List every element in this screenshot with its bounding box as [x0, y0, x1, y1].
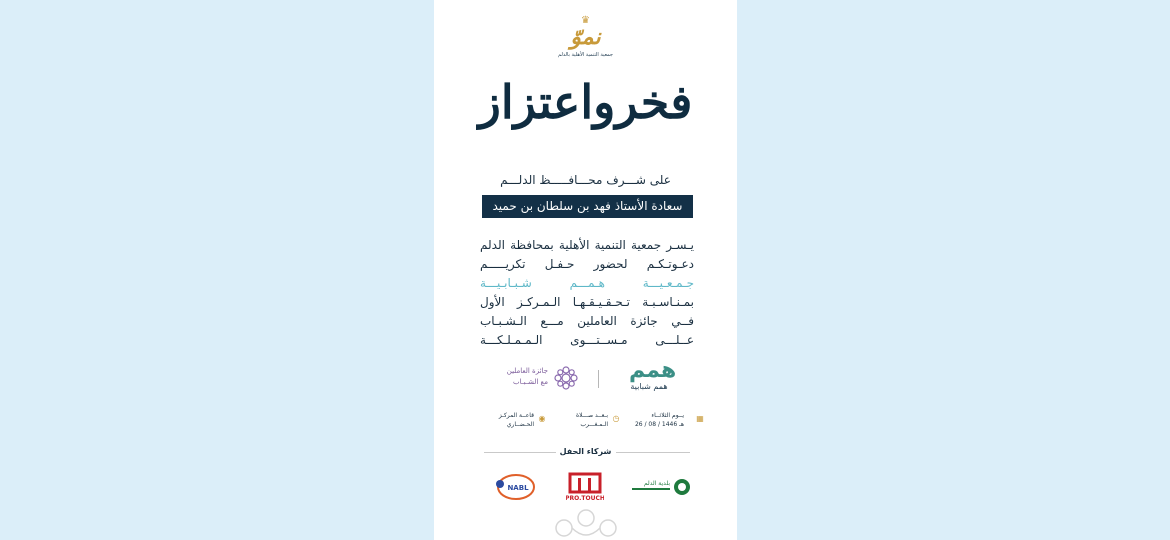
himam-logo — [629, 358, 677, 398]
body-line: فــي جائزة العاملين مـــع الـشـبـاب — [480, 314, 694, 328]
himam-logo-text: همم شبابية — [630, 382, 668, 391]
event-time — [544, 411, 620, 435]
body-line: يـسـر جمعية التنمية الأهلية بمحافظة الدلم — [480, 238, 694, 252]
award-text-line2: مع الشـبـاب — [513, 378, 548, 386]
partner-municipality-logo — [630, 472, 694, 502]
award-rosette-icon — [552, 364, 580, 392]
partner-nabl-logo — [492, 472, 536, 502]
himam-logo-mark: همم — [629, 358, 677, 383]
event-time-line2: الـمـغـــرب — [580, 421, 608, 428]
invitation-body — [480, 236, 694, 350]
headline: فخرواعتزاز — [478, 75, 693, 129]
partners-title: شركاء الحفل — [559, 447, 612, 456]
decorative-ornament-icon — [544, 508, 628, 540]
patron-line: على شـــرف محـــافـــــظ الدلـــم — [500, 173, 671, 187]
partner-municipality-name: بلدية الدلم — [643, 480, 670, 487]
association-logo — [434, 16, 737, 59]
logo-mark: نموّ — [570, 25, 601, 50]
partner-nabl-name: NABL — [507, 484, 529, 492]
event-info-row — [434, 411, 737, 435]
calendar-icon: ▦ — [696, 414, 704, 423]
event-date — [624, 411, 704, 435]
event-place-text — [474, 411, 534, 429]
invitation-card — [434, 0, 737, 540]
body-line: دعـوتـكـم لحضور حـفـل تكريـــــم — [480, 257, 694, 271]
body-line: بمـنـاسـبـة تـحـقـيـقـهـا الـمـركـز الأول — [480, 295, 694, 309]
protouch-emblem-icon — [566, 472, 604, 502]
event-time-text — [548, 411, 608, 429]
partners-rule-right — [616, 452, 690, 453]
event-place — [470, 411, 546, 435]
event-date-day: يــوم الثلاثــاء — [651, 412, 684, 419]
award-text — [498, 366, 548, 388]
logo-divider — [598, 370, 599, 388]
body-line: عــلـــى مـســتـــوى الـمـمـلـكـــة — [480, 333, 694, 347]
patron-name-box: سعادة الأستاذ فهد بن سلطان بن حميد — [482, 195, 693, 218]
logo-org-text: جمعية التنمية الأهلية بالدلم — [558, 52, 613, 58]
event-time-line1: بـعــد صـــلاة — [576, 412, 608, 419]
nabl-emblem-icon — [492, 472, 536, 502]
partner-protouch-name: PRO.TOUCH — [566, 495, 604, 502]
sponsor-logos-row — [434, 360, 737, 400]
body-line-highlight: جـمـعـيـــة هـمـــم شـبـابـيـــة — [480, 276, 694, 290]
event-place-line1: قاعــة المركـز — [498, 412, 534, 419]
award-logo — [502, 362, 582, 396]
event-place-line2: الحـضــاري — [506, 421, 534, 428]
crown-icon: ♛ — [581, 15, 590, 26]
event-date-text — [624, 411, 684, 429]
clock-icon: ◷ — [612, 414, 620, 423]
location-pin-icon: ◉ — [538, 414, 546, 423]
award-text-line1: جائزة العاملين — [506, 367, 548, 375]
event-date-value: 26 / 08 / 1446 هـ — [634, 421, 684, 428]
partner-protouch-logo — [566, 472, 604, 502]
municipality-emblem-icon — [630, 472, 694, 502]
